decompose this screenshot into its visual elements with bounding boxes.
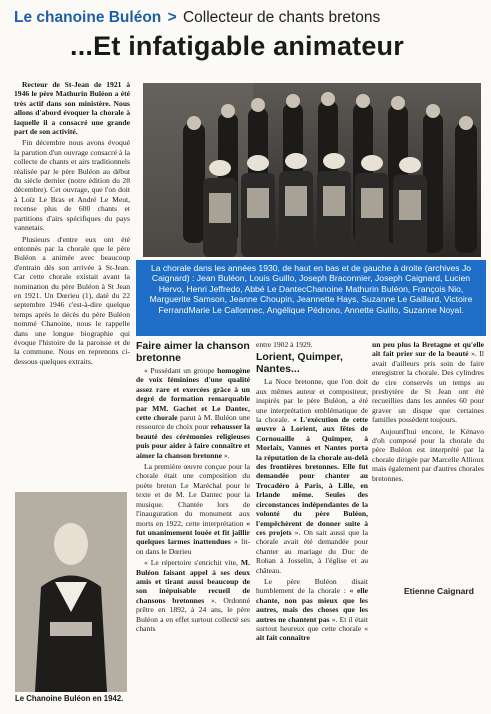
body-paragraph: « Le répertoire s'enrichit vite, M. Buléon faisant appel à ses deux amis et tirant aussi beaucoup de son inépuisable recueil de chansons bretonnes ». Ordonné prêtre en 1892, à 24 ans, le père Buléon a en effet surtout collecté ses chants (136, 558, 250, 633)
photo-caption: La chorale dans les années 1930, de haut en bas et de gauche à droite (archives Jo Caignard) : Jean Buléon, Louis Guillo, Joseph Braconnier, Joseph Caignard, Lucien Hervo, Henri Jeffredo, Abbé Le DantecChanoine Mathurin Buléon, François Nio, Marguerite Samson, Jeanne Choupin, Jeannette Hays, Suzanne Le Gaillard, Victoire FerrandMarie Le Callonnec, Angélique Pédrono, Annette Guillo, Suzanne Noyal. (136, 260, 486, 336)
body-paragraph: La Noce bretonne, que l'on doit aux mêmes auteur et compositeur, inspirés par le père Buléon, a été une interprétation emblématique de la chorale. « L'exécution de cette œuvre à Lorient, aux fêtes de Cornouaille à Quimper, à Morlaix, Vannes et Nantes porta la réputation de la chorale au-delà des frontières bretonnes. Elle fut demandée pour chanter au Trocadéro à Paris, à Lille, en Irlande même. Seules des circonstances indépendantes de la volonté du père Buléon, l'empêchèrent de donner suite à ces projets ». On sait aussi que la chorale avait été demandée pour chanter au mariage du Duc de Rohan à Josselin, à l'église et au château. (256, 377, 368, 575)
headline: ...Et infatigable animateur (70, 31, 404, 61)
intro-column (14, 80, 130, 486)
kicker-series: Le chanoine Buléon (14, 9, 162, 26)
portrait-illustration (15, 492, 127, 692)
subhead-lorient: Lorient, Quimper, Nantes... (256, 351, 343, 376)
body-paragraph: Le père Buléon disait humblement de la chorale : « elle chante, non pas mieux que les autres, mais des choses que les autres ne chantent pas ». Et il était surtout heureux que cette chorale « ait fait connaître (256, 576, 368, 643)
article-column-3 (256, 340, 368, 708)
author-signature: Etienne Caignard (404, 586, 474, 596)
body-paragraph: entre 1902 à 1929. (256, 340, 313, 349)
intro-paragraph: Recteur de St-Jean de 1921 à 1946 le père Mathurin Buléon a été très actif dans son ministère. Nous allons d'abord évoquer la chorale à laquelle il a consacré une grande part de son activité. (14, 80, 130, 137)
body-paragraph: La première œuvre conçue pour la chorale était une composition du poète breton Le Maréchal pour le texte et de M. Le Dantec pour la musique. Chantée lors de l'inauguration du monument aux morts en 1922, cette interprétation « fut unanimement louée et fit jaillir quelques larmes inattendues » lit-on dans le Dœrieu (136, 462, 250, 556)
chanoine-portrait-photo (15, 492, 127, 692)
subhead-faire-aimer: Faire aimer la chanson bretonne (136, 340, 250, 364)
article-column-2 (136, 340, 250, 708)
kicker-separator: > (167, 9, 177, 26)
body-paragraph: Fin décembre nous avons évoqué la parution d'un ouvrage consacré à la collecte de chants et airs traditionnels réalisée par le père Buléon au début du siècle dernier (notre édition du 28 décembre). Cet ouvrage, que l'on doit à Loïz Le Bras et André Le Meut, recense plus de 600 chants et partitions d'airs spécifiques du pays vannetais. (14, 138, 130, 233)
kicker-line (14, 9, 380, 27)
choir-photo-illustration (143, 83, 481, 257)
body-paragraph: un peu plus la Bretagne et qu'elle ait fait prier sur de la beauté ». Il avait d'ailleurs pris soin de faire enregistrer la chorale. Des cylindres de cire conservés un temps au presbytère de St Jean ont été recueillies dans les années 60 pour graver un disque que certaines familles possèdent toujours. (372, 340, 484, 425)
body-paragraph: Plusieurs d'entre eux ont été entonnés par la chorale que le père Buléon a animée avec beaucoup d'entrain dès son arrivée à St-Jean. Car cette chorale existait avant la nomination du père Buléon à St Jean en 1921. Un Dœrieu (1), daté du 22 septembre 1946 c'est-à-dire quelque temps après le décès du père Buléon nommé Chanoine, nous le rappelle dans une longue biographie qui évoque l'histoire de la paroisse et de la commune. Nous en reprenons ci-dessous quelques extraits. (14, 234, 130, 366)
choir-group-photo (143, 83, 481, 257)
body-paragraph: « Possédant un groupe homogène de voix féminines d'une qualité assez rare et exercées grâce à un degré de formation remarquable par MM. Gachet et Le Dantec, cette chorale parut à M. Buléon une ressource de choix pour rehausser la beauté des cérémonies religieuses puis pour aider à faire connaître et aimer la chanson bretonne ». (136, 366, 250, 460)
body-paragraph: Aujourd'hui encore, le Kénavo d'oh composé pour la chorale du père Buléon est interprété par la chorale dirigée par Marcelle Allioux mais également par d'autres chorales bretonnes. (372, 426, 484, 483)
kicker-topic: Collecteur de chants bretons (182, 9, 381, 26)
portrait-caption: Le Chanoine Buléon en 1942. (15, 694, 124, 703)
